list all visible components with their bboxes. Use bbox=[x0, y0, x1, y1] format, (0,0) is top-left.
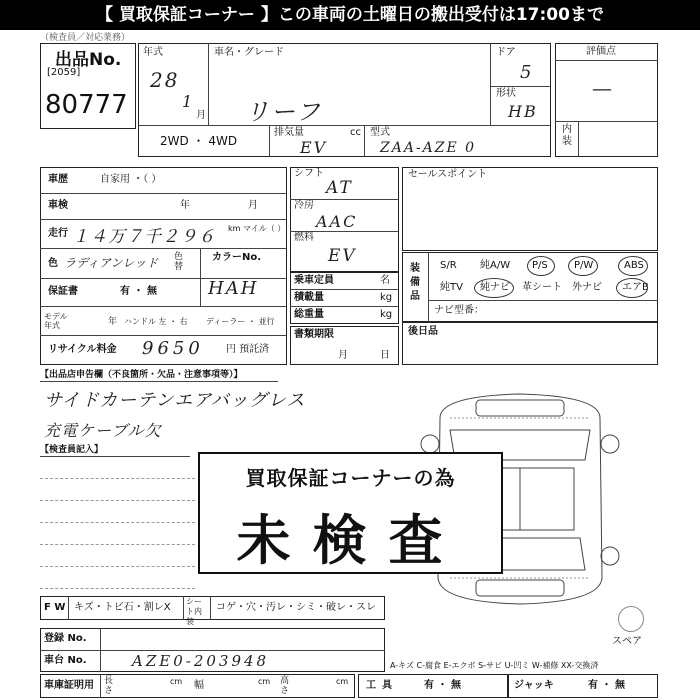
doc-expiry-label: 書類期限 bbox=[294, 329, 334, 340]
lot-number: 80777 bbox=[45, 90, 128, 120]
tools-value: 有 ・ 無 bbox=[424, 680, 461, 691]
registration-label: 登録 No. bbox=[44, 633, 87, 644]
doc-expiry-month: 月 bbox=[338, 350, 348, 361]
sales-point-label: セールスポイント bbox=[408, 169, 488, 180]
year-value: 28 bbox=[150, 68, 180, 92]
interior-label: 内装 bbox=[562, 124, 572, 147]
model-year-label: モデル年式 bbox=[44, 312, 68, 330]
equip-sr: S/R bbox=[440, 260, 457, 271]
not-inspected-stamp bbox=[198, 452, 503, 574]
equip-ext-navi: 外ナビ bbox=[572, 282, 602, 293]
seller-notes-label: 【出品店申告欄（不良箇所・欠品・注意事項等）】 bbox=[40, 370, 243, 380]
drive-label: 2WD ・ 4WD bbox=[160, 134, 238, 148]
seller-note-2: 充電ケーブル欠 bbox=[44, 421, 162, 440]
navi-model-label: ナビ型番： bbox=[434, 305, 484, 316]
doc-expiry-day: 日 bbox=[380, 350, 390, 361]
inspector-label: 【検査員記入】 bbox=[40, 445, 104, 455]
certificate-label: 車庫証明用 bbox=[44, 680, 94, 691]
recycle-suffix: 円 預託済 bbox=[226, 344, 270, 355]
score-value: — bbox=[592, 76, 614, 100]
equip-abs: ABS bbox=[624, 260, 644, 271]
aftermarket-box bbox=[402, 322, 658, 365]
weight-unit: kg bbox=[380, 309, 393, 320]
damage-legend: A-キズ C-腐食 E-エクボ S-サビ U-凹ミ W-補修 XX-交換済 bbox=[390, 661, 599, 670]
year-month-value: 1 bbox=[182, 92, 195, 111]
certificate-length: 長さ bbox=[104, 676, 114, 696]
lot-code: [2059] bbox=[47, 67, 81, 78]
circle-abs bbox=[618, 256, 648, 276]
model-year-year: 年 bbox=[108, 317, 118, 327]
model-year-dealer: ディーラー ・ 並行 bbox=[206, 317, 275, 326]
stamp-top-text: 買取保証コーナーの為 bbox=[245, 466, 456, 490]
recycle-label: リサイクル料金 bbox=[48, 344, 117, 355]
jack-label: ジャッキ bbox=[514, 680, 554, 691]
chassis-value: AZE0-203948 bbox=[132, 652, 270, 670]
equip-aw: 純A/W bbox=[480, 260, 511, 271]
shape-value: HB bbox=[508, 102, 538, 121]
cooling-value: AAC bbox=[316, 212, 358, 231]
seller-note-1: サイドカーテンエアバッグレス bbox=[44, 390, 306, 411]
capacity-label: 乗車定員 bbox=[294, 275, 334, 286]
lot-label: 出品No. bbox=[55, 50, 122, 70]
displacement-unit: cc bbox=[350, 127, 361, 138]
cooling-label: 冷房 bbox=[294, 200, 314, 211]
displacement-value: EV bbox=[300, 138, 328, 157]
recycle-value: 9650 bbox=[142, 338, 204, 359]
circle-ps bbox=[527, 256, 555, 276]
fuel-value: EV bbox=[328, 246, 357, 266]
shift-value: AT bbox=[326, 178, 353, 198]
name-value: リーフ bbox=[245, 98, 322, 126]
shift-label: シフト bbox=[294, 168, 324, 179]
certificate-width-cm: cm bbox=[258, 677, 271, 686]
circle-pw bbox=[568, 256, 598, 276]
displacement-label: 排気量 bbox=[274, 127, 304, 138]
color-label: 色 bbox=[48, 258, 58, 269]
mileage-unit: km マイル（ ） bbox=[228, 224, 286, 233]
color-change: 色替 bbox=[174, 252, 184, 272]
color-no-value: HAH bbox=[208, 278, 259, 299]
history-value: 自家用 ・（ ） bbox=[100, 174, 162, 185]
jack-value: 有 ・ 無 bbox=[588, 680, 625, 691]
shape-label: 形状 bbox=[496, 88, 516, 99]
color-value: ラディアンレッド bbox=[64, 256, 159, 270]
equip-navi: 純ナビ bbox=[480, 282, 510, 293]
certificate-width: 幅 bbox=[194, 680, 204, 691]
warranty-value: 有 ・ 無 bbox=[120, 286, 157, 297]
model-year-handle: ハンドル 左 ・ 右 bbox=[124, 317, 188, 326]
equip-pw: P/W bbox=[574, 260, 594, 271]
score-label: 評価点 bbox=[586, 46, 616, 57]
name-label: 車名・グレード bbox=[214, 47, 284, 58]
history-label: 車歴 bbox=[48, 174, 68, 185]
banner: 【 買取保証コーナー 】この車両の土曜日の搬出受付は17:00まで bbox=[0, 0, 700, 30]
inspection-year: 年 bbox=[180, 200, 190, 211]
year-label: 年式 bbox=[143, 47, 163, 58]
doors-label: ドア bbox=[496, 47, 516, 58]
mileage-value: １４万７千２９６ bbox=[72, 227, 216, 247]
fw-items: キズ・トビ石・割レX bbox=[74, 602, 171, 613]
lot-box bbox=[40, 43, 136, 129]
certificate-length-cm: cm bbox=[170, 677, 183, 686]
chassis-label: 車台 No. bbox=[44, 655, 87, 666]
inspection-month: 月 bbox=[248, 200, 258, 211]
doors-value: 5 bbox=[520, 62, 534, 83]
inspection-label: 車検 bbox=[48, 200, 68, 211]
weight-label: 総重量 bbox=[294, 309, 324, 320]
equip-airbag: エアB bbox=[622, 282, 649, 293]
mileage-label: 走行 bbox=[48, 228, 68, 239]
color-no-label: カラーNo. bbox=[212, 252, 262, 263]
fuel-label: 燃料 bbox=[294, 232, 314, 243]
warranty-label: 保証書 bbox=[48, 286, 78, 297]
model-value: ZAA-AZE 0 bbox=[380, 140, 477, 156]
fw-label: F W bbox=[44, 602, 66, 613]
certificate-height-cm: cm bbox=[336, 677, 349, 686]
load-unit: kg bbox=[380, 292, 393, 303]
tools-label: 工具 bbox=[366, 680, 398, 691]
header-cut: （検査員／対応業務） bbox=[40, 33, 131, 43]
fw-seat-items: コゲ・穴・汚レ・シミ・破レ・スレ bbox=[216, 602, 376, 613]
certificate-height: 高さ bbox=[280, 676, 290, 696]
equip-tv: 純TV bbox=[440, 282, 463, 293]
equipment-label: 装備品 bbox=[410, 263, 420, 302]
circle-navi bbox=[474, 278, 514, 298]
stamp-main-text: 未検査 bbox=[236, 509, 465, 572]
spare-tire-icon bbox=[618, 606, 644, 632]
fw-seat: シート内装 bbox=[186, 597, 202, 626]
model-label: 型式 bbox=[370, 127, 390, 138]
load-label: 積載量 bbox=[294, 292, 324, 303]
capacity-unit: 名 bbox=[380, 275, 390, 286]
spare-label: スペア bbox=[612, 636, 642, 647]
equip-ps: P/S bbox=[532, 260, 548, 271]
aftermarket-label: 後日品 bbox=[408, 326, 438, 337]
year-month-suffix: 月 bbox=[196, 110, 206, 121]
equip-leather: 革シート bbox=[522, 282, 562, 293]
circle-airbag bbox=[616, 278, 648, 298]
